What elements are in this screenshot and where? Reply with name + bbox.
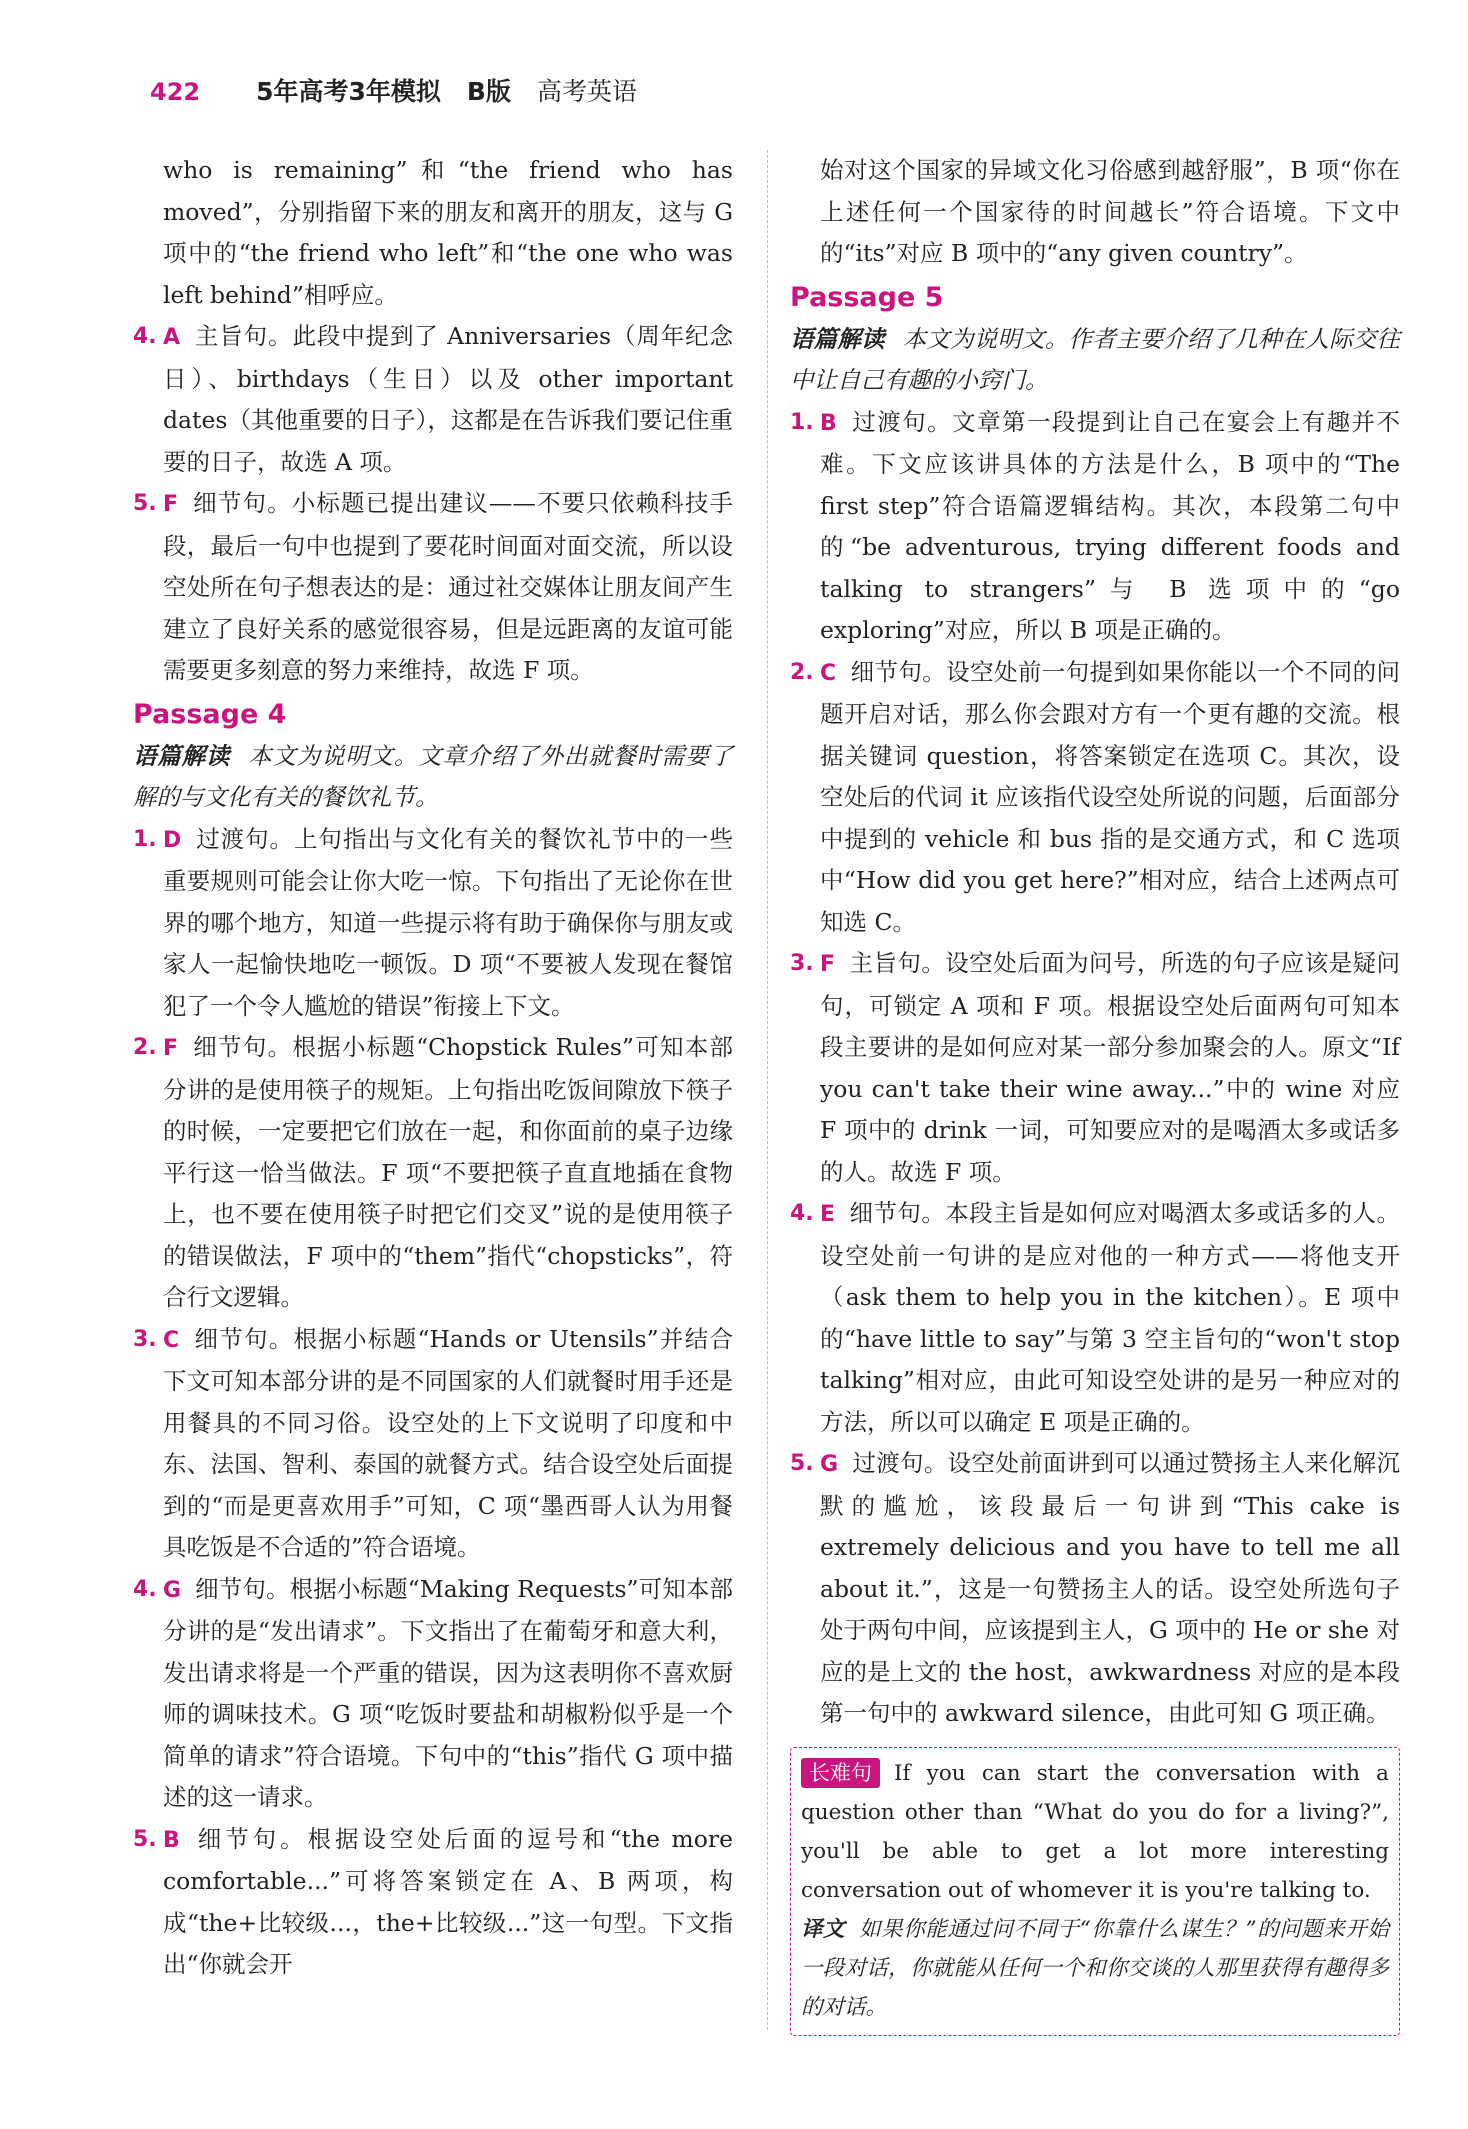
item-answer: G: [163, 1577, 182, 1603]
answer-item: [133, 1027, 733, 1319]
hard-sentence-box: [790, 1747, 1400, 2036]
item-number: 5.: [790, 1451, 814, 1476]
item-number: 2.: [133, 1035, 157, 1060]
item-number: 1.: [790, 409, 814, 435]
analysis-text: 本文为说明文。作者主要介绍了几种在人际交往中让自己有趣的小窍门。: [790, 324, 1400, 394]
item-explanation: 细节句。小标题已提出建议——不要只依赖科技手段，最后一句中也提到了要花时间面对面交流，所以设空处所在句子想表达的是：通过社交媒体让朋友间产生建立了良好关系的感觉很容易，但是远距离的友谊可能需要更多刻意的努力来维持，故选 F 项。: [163, 489, 733, 684]
answer-item: [790, 943, 1400, 1193]
answer-item: [133, 1819, 733, 1986]
item-answer: F: [163, 492, 179, 517]
column-divider: [767, 150, 768, 2030]
item-explanation: 主旨句。此段中提到了 Anniversaries（周年纪念日）、birthdays（生日）以及 other important dates（其他重要的日子），这都是在告诉我们要记住重要的日子，故选 A 项。: [163, 322, 733, 476]
left-column: [133, 150, 733, 1986]
item-answer: D: [163, 827, 182, 853]
item-number: 2.: [790, 659, 814, 685]
passage-4-analysis: [133, 736, 733, 819]
intro-continuation: who is remaining”和“the friend who has moved”，分别指留下来的朋友和离开的朋友，这与 G 项中的“the friend who left”和“the one who was left behind”相呼应。: [163, 156, 733, 309]
item-explanation: 细节句。根据小标题“Chopstick Rules”可知本部分讲的是使用筷子的规矩。上句指出吃饭间隙放下筷子的时候，一定要把它们放在一起，和你面前的桌子边缘平行这一恰当做法。F 项“不要把筷子直直地插在食物上，也不要在使用筷子时把它们交叉”说的是使用筷子的错误做法，F 项中的“them”指代“chopsticks”，符合行文逻辑。: [163, 1033, 733, 1311]
item-number: 1.: [133, 826, 157, 852]
item-explanation: 过渡句。上句指出与文化有关的餐饮礼节中的一些重要规则可能会让你大吃一惊。下句指出了无论你在世界的哪个地方，知道一些提示将有助于确保你与朋友或家人一起愉快地吃一顿饭。D 项“不要被人发现在餐馆犯了一个令人尴尬的错误”衔接上下文。: [163, 824, 733, 1020]
passage-4-title: Passage 4: [133, 698, 287, 730]
translation-label: 译文: [801, 1916, 846, 1942]
answer-item: [133, 1319, 733, 1569]
item-answer: B: [163, 1827, 180, 1853]
item-number: 3.: [790, 951, 814, 976]
page-header: [150, 72, 637, 112]
item-explanation: 细节句。根据设空处后面的逗号和“the more comfortable...”可将答案锁定在 A、B 两项，构成“the+比较级...，the+比较级...”这一句型。下文指出“你就会开: [163, 1824, 733, 1978]
item-explanation: 细节句。根据小标题“Hands or Utensils”并结合下文可知本部分讲的是不同国家的人们就餐时用手还是用餐具的不同习俗。设空处的上下文说明了印度和中东、法国、智利、泰国的就餐方式。结合设空处后面提到的“而是更喜欢用手”可知，C 项“墨西哥人认为用餐具吃饭是不合适的”符合语境。: [163, 1324, 733, 1561]
book-title: 5年高考3年模拟: [256, 77, 441, 106]
translation-text: 如果你能通过问不同于“你靠什么谋生？”的问题来开始一段对话，你就能从任何一个和你交谈的人那里获得有趣得多的对话。: [801, 1916, 1389, 2020]
item-answer: A: [163, 325, 181, 350]
item-explanation: 细节句。设空处前一句提到如果你能以一个不同的问题开启对话，那么你会跟对方有一个更有趣的交流。根据关键词 question，将答案锁定在选项 C。其次，设空处后的代词 it 应该指代设空处所说的问题，后面部分中提到的 vehicle 和 bus 指的是交通方式，和 C 选项中“How did you get here?”相对应，结合上述两点可知选 C。: [820, 657, 1400, 936]
passage-4-continuation: 始对这个国家的异域文化习俗感到越舒服”，B 项“你在上述任何一个国家待的时间越长”符合语境。下文中的“its”对应 B 项中的“any given country”。: [820, 156, 1400, 267]
item-explanation: 细节句。根据小标题“Making Requests”可知本部分讲的是“发出请求”。下文指出了在葡萄牙和意大利，发出请求将是一个严重的错误，因为这表明你不喜欢厨师的调味技术。G 项“吃饭时要盐和胡椒粉似乎是一个简单的请求”符合语境。下句中的“this”指代 G 项中描述的这一请求。: [163, 1574, 733, 1811]
answer-item: [790, 1193, 1400, 1443]
item-number: 3.: [133, 1326, 157, 1352]
right-column: [790, 150, 1400, 2036]
answer-item: [133, 1569, 733, 1819]
item-answer: C: [820, 660, 837, 686]
item-number: 4.: [790, 1201, 814, 1226]
answer-item: [133, 483, 733, 692]
analysis-label: 语篇解读: [790, 324, 885, 353]
item-answer: G: [820, 1452, 839, 1477]
hard-sentence-tag: 长难句: [801, 1758, 880, 1788]
passage-5-title: Passage 5: [790, 281, 944, 313]
item-answer: C: [163, 1327, 180, 1353]
analysis-label: 语篇解读: [133, 741, 231, 770]
item-number: 5.: [133, 1826, 157, 1852]
item-answer: E: [820, 1202, 836, 1227]
item-explanation: 过渡句。文章第一段提到让自己在宴会上有趣并不难。下文应该讲具体的方法是什么，B 项中的“The first step”符合语篇逻辑结构。其次，本段第二句中的“be adventurous, trying different foods and talking to strangers”与 B 选项中的“go exploring”对应，所以 B 项是正确的。: [820, 407, 1400, 644]
item-answer: F: [163, 1036, 179, 1061]
item-answer: F: [820, 952, 836, 977]
book-subject: 高考英语: [536, 77, 637, 106]
item-explanation: 细节句。本段主旨是如何应对喝酒太多或话多的人。设空处前一句讲的是应对他的一种方式——将他支开（ask them to help you in the kitchen）。E 项中的“have little to say”与第 3 空主旨句的“won't stop talking”相对应，由此可知设空处讲的是另一种应对的方法，所以可以确定 E 项是正确的。: [820, 1199, 1400, 1436]
page-number: 422: [150, 78, 201, 106]
item-number: 4.: [133, 1576, 157, 1602]
answer-item: [790, 652, 1400, 944]
book-edition: B版: [466, 77, 511, 106]
item-number: 5.: [133, 491, 157, 516]
hard-sentence: [801, 1754, 1389, 1910]
hard-sentence-text: If you can start the conversation with a question other than “What do you do for a living?”, you'll be able to get a lot more interesting conversation out of whomever it is you're talking to.: [801, 1760, 1389, 1903]
answer-item: [133, 819, 733, 1028]
item-answer: B: [820, 410, 837, 436]
analysis-text: 本文为说明文。文章介绍了外出就餐时需要了解的与文化有关的餐饮礼节。: [133, 741, 734, 811]
item-explanation: 过渡句。设空处前面讲到可以通过赞扬主人来化解沉默的尴尬，该段最后一句讲到“This cake is extremely delicious and you have to tell me all about it.”，这是一句赞扬主人的话。设空处所选句子处于两句中间，应该提到主人，G 项中的 He or she 对应的是上文的 the host，awkwardness 对应的是本段第一句中的 awkward silence，由此可知 G 项正确。: [820, 1449, 1401, 1727]
item-number: 4.: [133, 324, 157, 349]
answer-item: [133, 316, 733, 483]
translation: [801, 1910, 1389, 2027]
passage-5-analysis: [790, 319, 1400, 402]
answer-item: [790, 402, 1400, 652]
answer-item: [790, 1443, 1400, 1735]
item-explanation: 主旨句。设空处后面为问号，所选的句子应该是疑问句，可锁定 A 项和 F 项。根据设空处后面两句可知本段主要讲的是如何应对某一部分参加聚会的人。原文“If you can't take their wine away...”中的 wine 对应 F 项中的 drink 一词，可知要应对的是喝酒太多或话多的人。故选 F 项。: [820, 949, 1400, 1186]
